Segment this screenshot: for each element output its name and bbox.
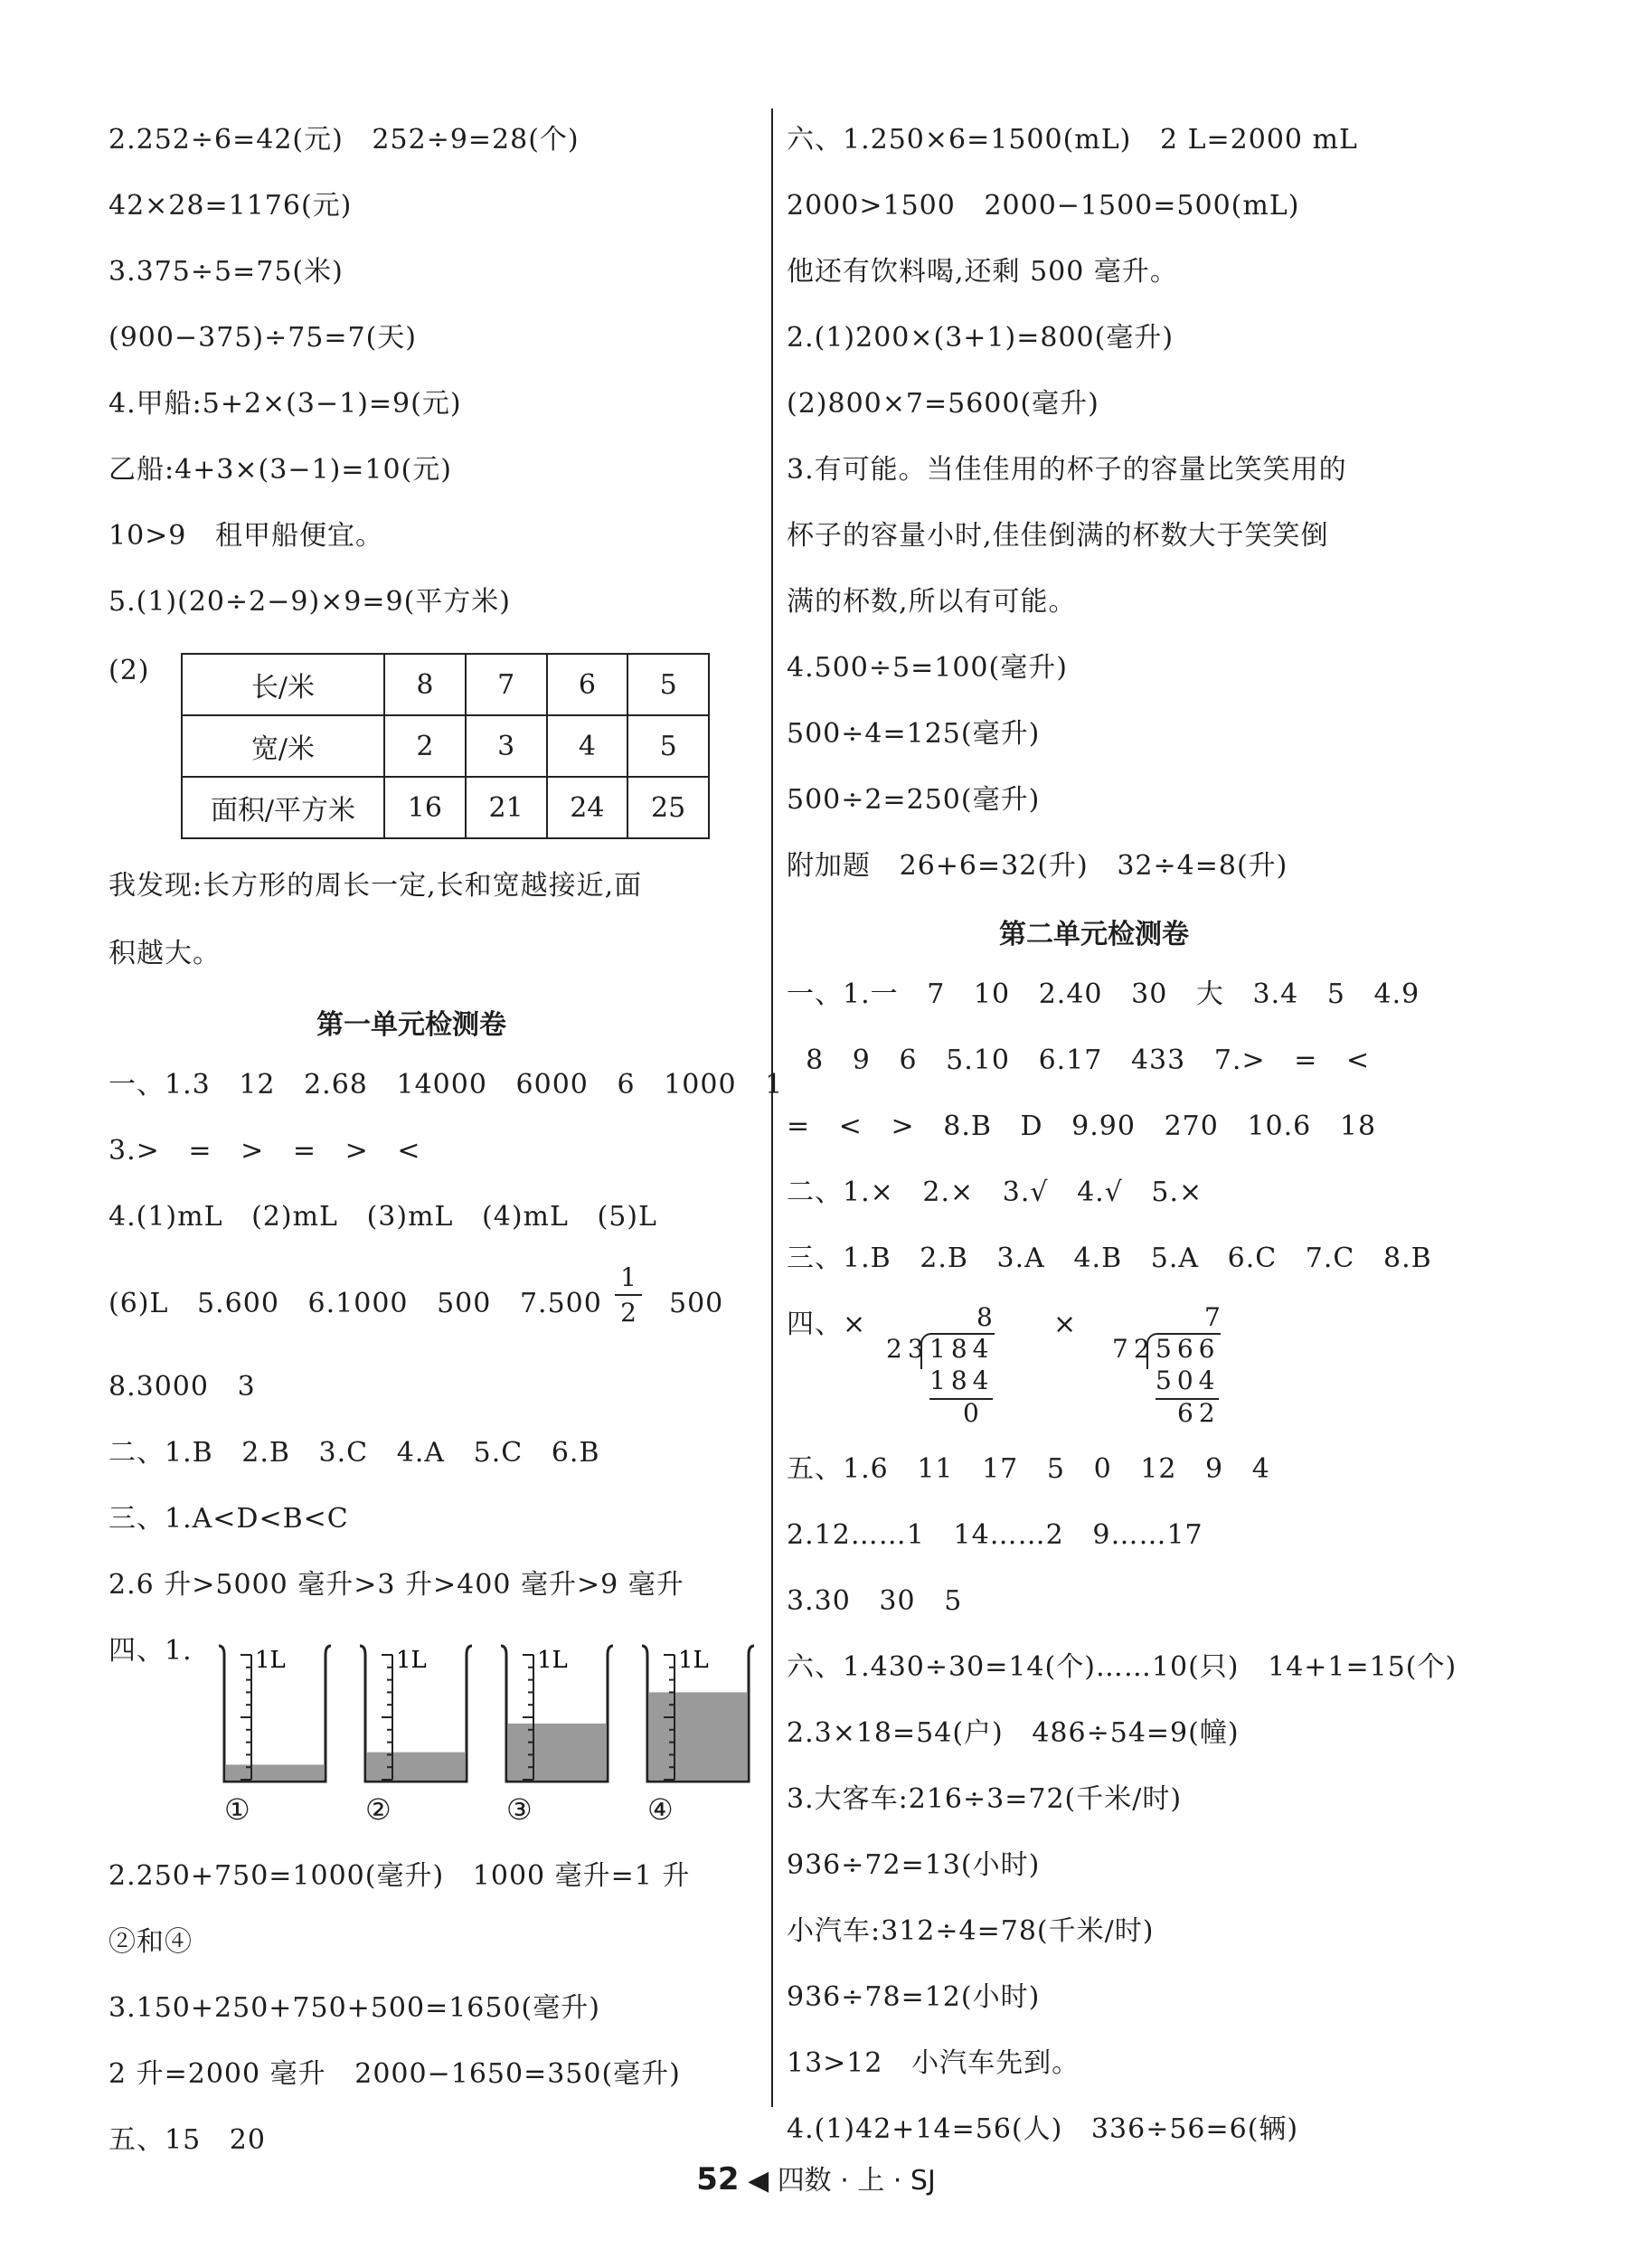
beaker-liquid	[226, 1764, 324, 1780]
beaker-liquid	[367, 1753, 465, 1780]
answer-line: 42×28=1176(元)	[108, 190, 353, 222]
divisor: 23	[886, 1334, 929, 1364]
table-cell: 8	[384, 654, 466, 715]
answer-line: 500÷2=250(毫升)	[787, 784, 1041, 816]
answer-line: 3.30 30 5	[787, 1585, 963, 1617]
dividend: 566	[1156, 1334, 1221, 1364]
answer-line: 10>9 租甲船便宜。	[108, 520, 384, 552]
wrong-mark: ×	[1053, 1309, 1078, 1340]
beaker	[642, 1646, 754, 1781]
answer-line: 8.3000 3	[108, 1371, 256, 1403]
answer-line: 5.(1)(20÷2−9)×9=9(平方米)	[108, 586, 512, 618]
table-cell: 4	[547, 715, 628, 777]
book-info: 四数 · 上 · SJ	[777, 2165, 936, 2197]
answer-line: 六、1.250×6=1500(mL) 2 L=2000 mL	[787, 124, 1358, 156]
answer-line: 13>12 小汽车先到。	[787, 2047, 1080, 2079]
answer-line: 4.甲船:5+2×(3−1)=9(元)	[108, 388, 462, 420]
beaker-capacity-label: 1L	[255, 1647, 286, 1674]
answer-line: 二、1.B 2.B 3.C 4.A 5.C 6.B	[108, 1437, 600, 1469]
answer-line: 2000>1500 2000−1500=500(mL)	[787, 190, 1300, 222]
answer-line: 2.3×18=54(户) 486÷54=9(幢)	[787, 1717, 1240, 1749]
beaker	[360, 1646, 472, 1781]
page-number: 52	[696, 2161, 740, 2197]
table-cell: 3	[466, 715, 547, 777]
quotient: 8	[976, 1302, 998, 1332]
answer-line: 2.12……1 14……2 9……17	[787, 1519, 1203, 1551]
discovery-text: 我发现:长方形的周长一定,长和宽越接近,面	[108, 870, 643, 902]
answer-line: 一、1.3 12 2.68 14000 6000 6 1000 1	[108, 1069, 784, 1101]
answer-line: 4.500÷5=100(毫升)	[787, 652, 1068, 684]
table-cell: 16	[384, 777, 466, 838]
answer-line: 4.(1)42+14=56(人) 336÷56=6(辆)	[787, 2113, 1299, 2145]
table-cell: 5	[627, 715, 709, 777]
answer-line: 2 升=2000 毫升 2000−1650=350(毫升)	[108, 2058, 681, 2090]
answer-line: 小汽车:312÷4=78(千米/时)	[787, 1915, 1155, 1947]
answer-line: 四、1.	[108, 1635, 193, 1667]
answer-line: 3.大客车:216÷3=72(千米/时)	[787, 1783, 1183, 1815]
divisor: 72	[1112, 1334, 1156, 1364]
beaker-capacity-label: 1L	[678, 1647, 709, 1674]
product: 184	[929, 1366, 995, 1395]
arrow-left-icon: ◀	[748, 2165, 769, 2197]
answer-line: 他还有饮料喝,还剩 500 毫升。	[787, 256, 1178, 288]
answer-line: 乙船:4+3×(3−1)=10(元)	[108, 454, 452, 486]
answer-line: 六、1.430÷30=14(个)……10(只) 14+1=15(个)	[787, 1651, 1457, 1683]
answer-line: 500÷4=125(毫升)	[787, 718, 1041, 750]
beaker-capacity-label: 1L	[537, 1647, 568, 1674]
table-cell: 宽/米	[182, 715, 384, 777]
product: 504	[1156, 1366, 1221, 1395]
fraction-numerator: 1	[620, 1262, 637, 1292]
answer-line: 936÷78=12(小时)	[787, 1981, 1041, 2013]
answer-line: 2.250+750=1000(毫升) 1000 毫升=1 升	[108, 1860, 691, 1892]
answer-line: 500	[669, 1288, 724, 1319]
answer-line: 8 9 6 5.10 6.17 433 7.> = <	[787, 1044, 1371, 1076]
beaker-mark: ②	[365, 1792, 391, 1827]
beaker-mark: ①	[224, 1792, 250, 1827]
discovery-text: 积越大。	[108, 938, 221, 969]
beaker	[501, 1646, 613, 1781]
answer-line: 3.150+250+750+500=1650(毫升)	[108, 1992, 600, 2024]
answer-line: 五、15 20	[108, 2124, 266, 2156]
answer-line: 满的杯数,所以有可能。	[787, 586, 1077, 618]
rectangle-table	[181, 653, 710, 839]
answer-line: (6)L 5.600 6.1000 500 7.500	[108, 1288, 602, 1319]
answer-line: 三、1.B 2.B 3.A 4.B 5.A 6.C 7.C 8.B	[787, 1243, 1432, 1274]
answer-line: (2)800×7=5600(毫升)	[787, 388, 1099, 420]
quotient: 7	[1204, 1302, 1226, 1332]
answer-line: 三、1.A<D<B<C	[108, 1503, 349, 1535]
answer-line: 一、1.一 7 10 2.40 30 大 3.4 5 4.9	[787, 978, 1420, 1010]
dividend: 184	[929, 1334, 995, 1364]
answer-line: 3.有可能。当佳佳用的杯子的容量比笑笑用的	[787, 454, 1347, 486]
beaker-mark: ③	[506, 1792, 533, 1827]
answer-line: (900−375)÷75=7(天)	[108, 322, 418, 354]
answer-line: 杯子的容量小时,佳佳倒满的杯数大于笑笑倒	[787, 520, 1329, 552]
answer-line: 4.(1)mL (2)mL (3)mL (4)mL (5)L	[108, 1201, 657, 1233]
answer-line: (2)	[108, 655, 150, 686]
table-cell: 7	[466, 654, 547, 715]
answer-line: 四、×	[787, 1309, 867, 1340]
answer-line: 936÷72=13(小时)	[787, 1849, 1041, 1881]
fraction-denominator: 2	[620, 1298, 637, 1328]
table-cell: 6	[547, 654, 628, 715]
answer-line: 五、1.6 11 17 5 0 12 9 4	[787, 1453, 1270, 1485]
answer-line: = < > 8.B D 9.90 270 10.6 18	[787, 1110, 1377, 1142]
table-cell: 25	[627, 777, 709, 838]
beaker-capacity-label: 1L	[396, 1647, 427, 1674]
fraction-one-half	[615, 1262, 642, 1328]
answer-line: ②和④	[108, 1926, 193, 1958]
table-cell: 长/米	[182, 654, 384, 715]
beaker	[219, 1646, 331, 1781]
remainder: 62	[1177, 1398, 1221, 1428]
unit1-title: 第一单元检测卷	[316, 1009, 506, 1041]
fraction-bar	[615, 1294, 642, 1296]
answer-line: 二、1.× 2.× 3.√ 4.√ 5.×	[787, 1177, 1203, 1208]
unit2-title: 第二单元检测卷	[999, 919, 1189, 950]
beaker-liquid	[649, 1692, 747, 1780]
table-cell: 面积/平方米	[182, 777, 384, 838]
answer-line: 3.> = > = > <	[108, 1135, 421, 1167]
table-cell: 5	[627, 654, 709, 715]
answer-line: 附加题 26+6=32(升) 32÷4=8(升)	[787, 850, 1288, 882]
table-cell: 21	[466, 777, 547, 838]
answer-line: 2.(1)200×(3+1)=800(毫升)	[787, 322, 1174, 354]
remainder: 0	[963, 1398, 985, 1428]
beaker-liquid	[508, 1724, 606, 1780]
answer-line: 2.6 升>5000 毫升>3 升>400 毫升>9 毫升	[108, 1569, 684, 1601]
page-footer	[0, 2158, 1632, 2197]
answer-line: 2.252÷6=42(元) 252÷9=28(个)	[108, 124, 580, 156]
table-cell: 2	[384, 715, 466, 777]
beaker-mark: ④	[647, 1792, 674, 1827]
table-cell: 24	[547, 777, 628, 838]
answer-line: 3.375÷5=75(米)	[108, 256, 344, 288]
beaker-figure	[185, 1628, 836, 1809]
